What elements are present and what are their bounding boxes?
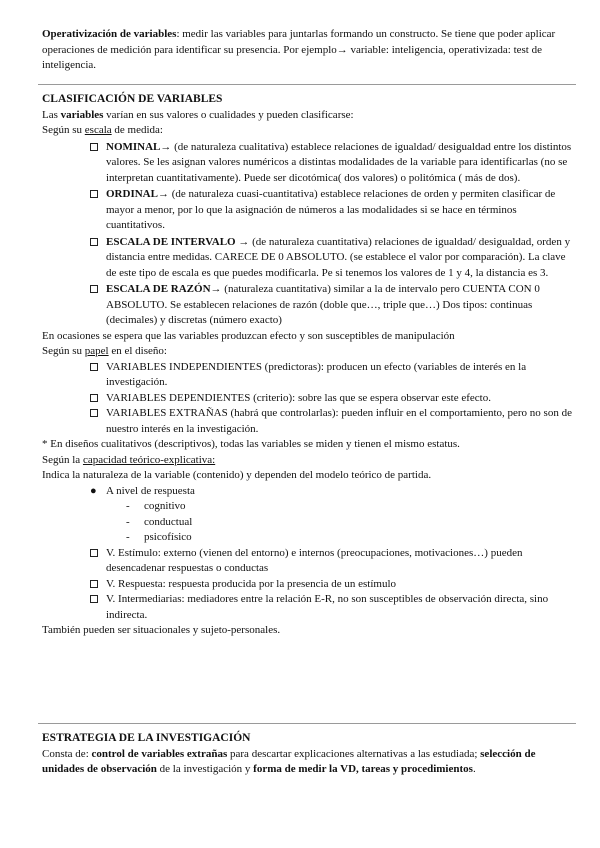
stimulus-item-response: V. Respuesta: respuesta producida por la presencia de un estímulo bbox=[90, 577, 578, 593]
response-type-cognitive: - cognitivo bbox=[126, 499, 578, 515]
strategy-section bbox=[42, 731, 578, 778]
dash-icon: - bbox=[126, 531, 130, 543]
stimulus-item-intermediary: V. Intermediarias: mediadores entre la relación E-R, no son susceptibles de observación directa, sino indirecta. bbox=[90, 592, 578, 623]
checkbox-icon bbox=[90, 238, 98, 246]
role-item-independent: VARIABLES INDEPENDIENTES (predictoras): producen un efecto (variables de interés en la investigación. bbox=[90, 360, 578, 391]
role-list bbox=[90, 360, 578, 438]
scale-item-ordinal: ORDINAL→ (de naturaleza cuasi-cuantitativa) establece relaciones de orden y permiten clasificar de mayor a menor, por lo que la asignación de números a las modalidades si se hace en términos cuantitativos. bbox=[90, 187, 578, 234]
response-level-item: ● A nivel de respuesta bbox=[90, 484, 578, 500]
intro-text: : medir las variables para juntarlas formando un constructo. Se tiene que poder aplicar operaciones de medición para identificar su presencia. Por ejemplo→ variable: inteligencia, operativizada: test de inteligencia. bbox=[42, 28, 556, 71]
closing-text: También pueden ser situacionales y sujeto-personales. bbox=[42, 624, 281, 636]
bullet-icon: ● bbox=[90, 484, 97, 497]
capacity-intro: Según la capacidad teórico-explicativa: bbox=[42, 453, 216, 466]
scale-intro: Según su escala de medida: bbox=[42, 124, 163, 136]
strategy-text: Consta de: control de variables extrañas para descartar explicaciones alternativas a las estudiada; selección de unidades de observación de la investigación y forma de medir la VD, tareas y procedimientos. bbox=[42, 747, 536, 775]
checkbox-icon bbox=[90, 285, 98, 293]
dash-icon: - bbox=[126, 515, 130, 528]
section-divider-1 bbox=[38, 84, 576, 85]
stimulus-item-stimulus: V. Estímulo: externo (vienen del entorno) e internos (preocupaciones, motivaciones…) pueden desencadenar respuestas o conductas bbox=[90, 546, 578, 577]
intro-paragraph bbox=[42, 27, 577, 74]
classification-section bbox=[42, 92, 578, 639]
checkbox-icon bbox=[90, 595, 98, 603]
role-item-dependent: VARIABLES DEPENDIENTES (criterio): sobre las que se espera observar este efecto. bbox=[90, 391, 578, 407]
checkbox-icon bbox=[90, 394, 98, 402]
scale-item-interval: ESCALA DE INTERVALO → (de naturaleza cuantitativa) relaciones de igualdad/ desigualdad, orden y distancia entre medidas. CARECE DE 0 ABSOLUTO. (se establece el valor por comparación). La clave de este tipo de escala es que puedes modificarla. Pe si tenemos los valores de 1 y 4, la distancia es 3. bbox=[90, 235, 578, 282]
dash-icon: - bbox=[126, 500, 130, 512]
section-divider-2 bbox=[38, 723, 576, 724]
response-type-behavioral: - conductual bbox=[126, 515, 578, 531]
response-types-list bbox=[126, 499, 578, 546]
effect-text: En ocasiones se espera que las variables produzcan efecto y son susceptibles de manipulación bbox=[42, 329, 455, 342]
role-intro: Según su papel en el diseño: bbox=[42, 345, 167, 357]
scale-item-nominal: NOMINAL→ (de naturaleza cualitativa) establece relaciones de igualdad/ desigualdad entre los distintos valores. Se les asignan valores numéricos a distintas modalidades de la variable para identificarlas (no se interpretan cuantitativamente). Puede ser dicotómica( dos valores) o politómica ( más de dos). bbox=[90, 140, 578, 187]
checkbox-icon bbox=[90, 409, 98, 417]
checkbox-icon bbox=[90, 143, 98, 151]
checkbox-icon bbox=[90, 190, 98, 198]
response-type-psychophysical: - psicofísico bbox=[126, 530, 578, 546]
checkbox-icon bbox=[90, 580, 98, 588]
qualitative-note: * En diseños cualitativos (descriptivos), todas las variables se miden y tienen el mismo estatus. bbox=[42, 438, 460, 450]
scale-list bbox=[90, 140, 578, 329]
checkbox-icon bbox=[90, 363, 98, 371]
strategy-title: ESTRATEGIA DE LA INVESTIGACIÓN bbox=[42, 732, 251, 744]
role-item-extraneous: VARIABLES EXTRAÑAS (habrá que controlarlas): pueden influir en el comportamiento, pero no son de nuestro interés en la investigación. bbox=[90, 406, 578, 437]
intro-term: Operativización de variables bbox=[42, 28, 177, 40]
variables-intro: Las variables varían en sus valores o cualidades y pueden clasificarse: bbox=[42, 108, 354, 121]
checkbox-icon bbox=[90, 549, 98, 557]
classification-title: CLASIFICACIÓN DE VARIABLES bbox=[42, 93, 223, 105]
stimulus-list bbox=[90, 546, 578, 624]
capacity-text: Indica la naturaleza de la variable (contenido) y dependen del modelo teórico de partida. bbox=[42, 469, 432, 481]
scale-item-ratio: ESCALA DE RAZÓN→ (naturaleza cuantitativa) similar a la de intervalo pero CUENTA CON 0 ABSOLUTO. Se establecen relaciones de razón (doble que…, triple que…) Dos tipos: continuas (decimales) y discretas (número exacto) bbox=[90, 282, 578, 329]
